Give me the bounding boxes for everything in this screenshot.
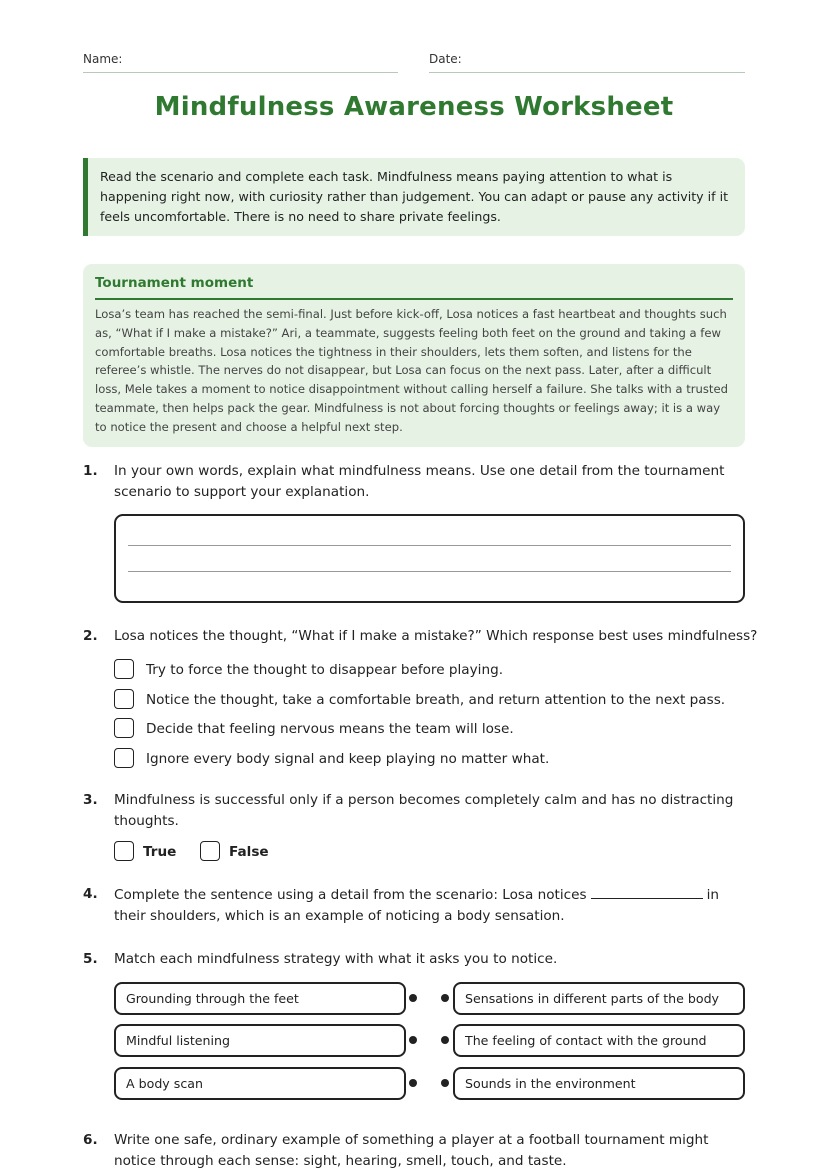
question-number: 2. <box>83 628 98 644</box>
question-text: Write one safe, ordinary example of something a player at a football tournament might notice through each sense: sight, hearing, smell, touch, and taste. <box>114 1132 709 1169</box>
date-field[interactable] <box>429 52 745 73</box>
intro-callout: Read the scenario and complete each task. Mindfulness means paying attention to what is happening right now, with curiosity rather than judgement. You can adapt or pause any activity if it feels uncomfortable. There is no need to share private feelings. <box>83 158 745 236</box>
text-after-blank: in their shoulders, which is an example of noticing a body sensation. <box>114 887 719 924</box>
checkbox[interactable] <box>200 841 220 861</box>
text-before-blank: Complete the sentence using a detail from the scenario: Losa notices <box>114 887 587 903</box>
true-label: True <box>143 844 177 860</box>
match-dot[interactable] <box>441 994 449 1002</box>
question-number: 5. <box>83 951 98 967</box>
question-text: Losa notices the thought, “What if I make a mistake?” Which response best uses mindfulness? <box>114 628 758 644</box>
match-dot[interactable] <box>441 1036 449 1044</box>
answer-line <box>128 571 731 572</box>
fill-in-blank[interactable] <box>591 884 703 899</box>
checkbox[interactable] <box>114 689 134 709</box>
match-dot[interactable] <box>441 1079 449 1087</box>
answer-box-1[interactable] <box>114 514 745 603</box>
match-dot[interactable] <box>409 994 417 1002</box>
match-right-2[interactable]: The feeling of contact with the ground <box>453 1024 745 1057</box>
question-text: Mindfulness is successful only if a person becomes completely calm and has no distracting thoughts. <box>114 792 734 829</box>
checkbox[interactable] <box>114 841 134 861</box>
date-label: Date: <box>429 52 462 66</box>
name-field[interactable] <box>83 52 398 73</box>
question-number: 4. <box>83 886 98 902</box>
match-left-1[interactable]: Grounding through the feet <box>114 982 406 1015</box>
answer-line <box>128 545 731 546</box>
scenario-panel <box>83 264 745 447</box>
question-text: Match each mindfulness strategy with what it asks you to notice. <box>114 951 558 967</box>
question-number: 3. <box>83 792 98 808</box>
question-number: 1. <box>83 463 98 479</box>
option-label: Ignore every body signal and keep playing no matter what. <box>146 751 550 767</box>
match-left-2[interactable]: Mindful listening <box>114 1024 406 1057</box>
header-fields <box>83 52 745 73</box>
option-label: Decide that feeling nervous means the team will lose. <box>146 721 514 737</box>
match-right-1[interactable]: Sensations in different parts of the body <box>453 982 745 1015</box>
checkbox[interactable] <box>114 659 134 679</box>
checkbox[interactable] <box>114 748 134 768</box>
match-dot[interactable] <box>409 1036 417 1044</box>
name-label: Name: <box>83 52 123 66</box>
question-text: In your own words, explain what mindfulness means. Use one detail from the tournament scenario to support your explanation. <box>114 463 725 500</box>
match-dot[interactable] <box>409 1079 417 1087</box>
checkbox[interactable] <box>114 718 134 738</box>
page-title: Mindfulness Awareness Worksheet <box>154 92 674 122</box>
option-label: Notice the thought, take a comfortable breath, and return attention to the next pass. <box>146 692 726 708</box>
match-right-3[interactable]: Sounds in the environment <box>453 1067 745 1100</box>
match-left-3[interactable]: A body scan <box>114 1067 406 1100</box>
option-label: Try to force the thought to disappear before playing. <box>146 662 504 678</box>
scenario-text: Losa’s team has reached the semi-final. Just before kick-off, Losa notices a fast heartbeat and thoughts such as, “What if I make a mistake?” Ari, a teammate, suggests feeling both feet on the ground and taking a few comfortable breaths. Losa notices the tightness in their shoulders, lets them soften, and listens for the referee’s whistle. The nerves do not disappear, but Losa can focus on the next pass. Later, after a difficult loss, Mele takes a moment to notice disappointment without calling herself a failure. She talks with a trusted teammate, then helps pack the gear. Mindfulness is not about forcing thoughts or feelings away; it is a way to notice the present and choose a helpful next step. <box>95 307 728 434</box>
question-number: 6. <box>83 1132 98 1148</box>
question-text <box>114 884 734 927</box>
false-label: False <box>229 844 269 860</box>
scenario-title: Tournament moment <box>95 275 733 300</box>
